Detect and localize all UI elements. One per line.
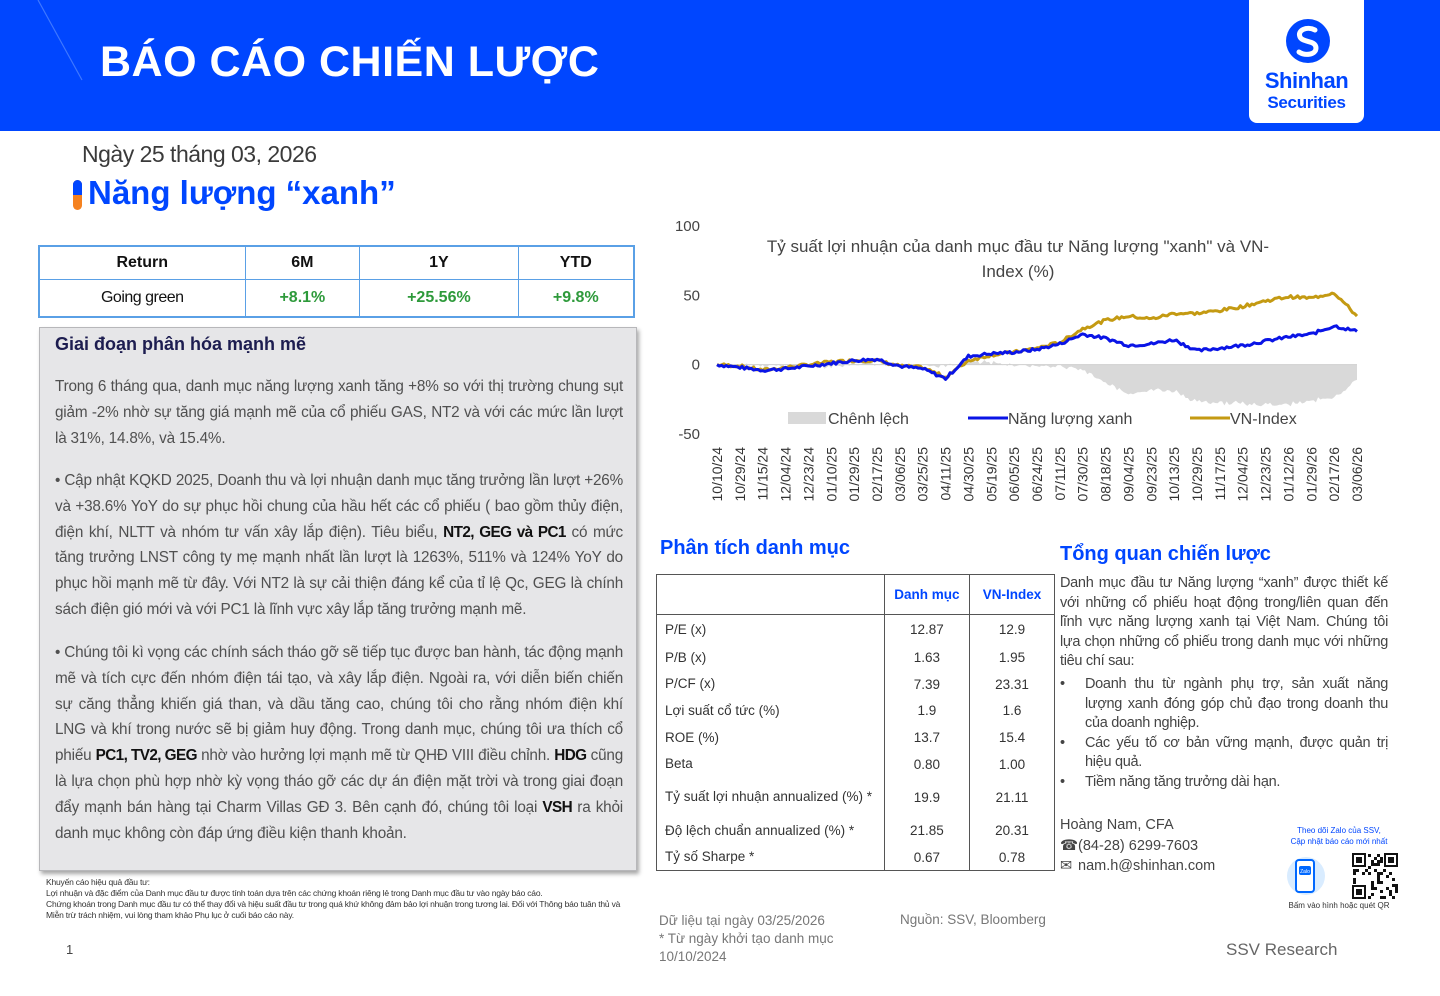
x-tick-label: 12/04/24 [777,447,794,502]
return-row-label: Going green [39,279,245,317]
x-tick-label: 07/30/25 [1074,447,1091,502]
table-row [657,671,1055,698]
strategy-body: Danh mục đầu tư Năng lượng “xanh” được thiết kế với những cổ phiếu hoạt động trong/liên quan đến lĩnh vực năng lượng xanh tại Việt Nam. Chúng tôi lựa chọn những cổ phiếu trong danh mục với những tiêu chí sau: [1060,575,1388,669]
metric-vnindex: 1.95 [969,645,1054,672]
return-header: YTD [518,246,634,279]
legend-label: Năng lượng xanh [1008,411,1133,428]
table-row [657,817,1055,844]
envelope-icon: ✉ [1060,858,1073,874]
x-tick-label: 09/23/25 [1143,447,1160,502]
metric-label: Tỷ số Sharpe * [657,844,885,871]
x-tick-label: 06/24/25 [1029,447,1045,502]
x-tick-label: 10/29/25 [1189,447,1205,502]
x-tick-label: 12/04/25 [1234,447,1251,502]
table-row [657,751,1055,778]
page-number: 1 [66,942,74,957]
metric-vnindex: 15.4 [969,724,1054,751]
x-tick-label: 01/10/25 [823,447,840,502]
metric-vnindex: 20.31 [969,817,1054,844]
chart-title: Index (%) [981,262,1055,281]
metric-portfolio: 12.87 [884,615,969,645]
source-note: Nguồn: SSV, Bloomberg [900,912,1046,927]
commentary-paragraph: Trong 6 tháng qua, danh mục năng lượng xanh tăng +8% so với thị trường chung sụt giảm -2% nhờ sự tăng giá mạnh mẽ của cổ phiếu GAS, NT2 và với các mức lần lượt là 31%, 14.8%, và 15.4%. [55,378,623,447]
legend-label: VN-Index [1230,411,1297,428]
x-tick-label: 01/12/26 [1280,447,1297,502]
report-type-title: BÁO CÁO CHIẾN LƯỢC [100,38,600,86]
data-note [659,912,834,966]
x-tick-label: 02/17/25 [869,447,885,502]
metric-label: Lợi suất cổ tức (%) [657,698,885,725]
table-row [657,645,1055,672]
y-tick-label: 100 [674,218,700,235]
inception-date: 10/10/2024 [659,949,727,964]
column-header-portfolio: Danh mục [884,575,969,615]
zalo-follow-widget[interactable] [1278,825,1400,915]
brand-name: Shinhan [1264,68,1349,93]
report-subtitle: Năng lượng “xanh” [88,174,396,211]
list-item: • Doanh thu từ ngành phụ trợ, sản xuất năng lượng xanh đóng góp chủ đạo trong doanh thu của doanh nghiệp. [1060,675,1388,734]
brand-suffix: Securities [1267,93,1346,112]
metric-portfolio: 0.67 [884,844,969,871]
shinhan-logo[interactable] [1249,0,1364,123]
return-header: 1Y [360,246,518,279]
metric-vnindex: 1.6 [969,698,1054,725]
disclaimer-title: Khuyến cáo hiệu quả đầu tư: [46,877,150,887]
shinhan-emblem-icon [1285,18,1331,64]
metric-vnindex: 1.00 [969,751,1054,778]
y-tick-label: -50 [678,426,700,443]
analyst-phone[interactable]: ☎(84-28) 6299-7603 [1060,836,1215,857]
table-row [657,777,1055,817]
y-tick-label: 50 [683,287,700,305]
metric-portfolio: 13.7 [884,724,969,751]
return-header: Return [39,246,245,279]
zalo-caption: Theo dõi Zalo của SSV, Cập nhật báo cáo mới nhất [1290,826,1388,846]
x-tick-label: 08/18/25 [1097,446,1114,502]
x-tick-label: 03/06/25 [891,447,908,502]
performance-chart [650,212,1370,532]
analyst-email[interactable]: ✉ nam.h@shinhan.com [1060,856,1215,877]
list-item: • Tiềm năng tăng trưởng dài hạn. [1060,773,1388,793]
x-tick-label: 01/29/25 [846,447,863,502]
x-tick-label: 07/11/25 [1051,447,1068,501]
metric-vnindex: 0.78 [969,844,1054,871]
metric-portfolio: 19.9 [884,777,969,817]
portfolio-analysis-title: Phân tích danh mục [660,537,851,559]
metric-portfolio: 7.39 [884,671,969,698]
metric-label: Tỷ suất lợi nhuận annualized (%) * [657,777,885,817]
table-row [657,615,1055,645]
x-tick-label: 03/25/25 [914,447,931,502]
metric-label: P/B (x) [657,645,885,672]
list-item: • Các yếu tố cơ bản vững mạnh, được quản trị hiệu quả. [1060,734,1388,773]
return-ytd: +9.8% [518,279,634,317]
table-row [657,724,1055,751]
x-tick-label: 02/17/26 [1326,447,1343,502]
x-tick-label: 06/05/25 [1006,447,1023,502]
disclaimer-line: Chứng khoán trong Danh mục đầu tư có thể thay đổi và hiệu suất đầu tư trong quá khứ không đảm bảo lợi nhuận trong tương lai. Đối với Thông báo tuân thủ và Miễn trừ trách nhiệm, vui lòng tham khảo Phụ lục ở cuối báo cáo này. [46,899,621,920]
metric-vnindex: 12.9 [969,615,1054,645]
zalo-phone-icon[interactable] [1284,852,1328,898]
report-date: Ngày 25 tháng 03, 2026 [82,141,317,167]
commentary-paragraph: • Cập nhật KQKD 2025, Doanh thu và lợi nhuận danh mục tăng trưởng lần lượt +26% và +38.6% YoY do sự phục hồi chung của hầu hết các cổ phiếu ( bao gồm thủy điện, điện khí, NLTT và nhóm tư vấn xây lắp điện). Tiêu biểu, NT2, GEG và PC1 có mức tăng trưởng LNST công ty mẹ mạnh nhất lần lượt là 1263%, 511% và 124% YoY do phục hồi mạnh mẽ từ đây. Với NT2 là sự cải thiện đáng kể của tỉ lệ Qc, GEG là chính sách điện gió mới và với PC1 là lĩnh vực xây lắp tăng trưởng mạnh mẽ. [55,472,623,618]
zalo-hint: Bấm vào hình hoặc quét QR [1288,901,1390,910]
disclaimer-line: Lợi nhuận và đặc điểm của Danh mục đầu tư được tính toán dựa trên các chứng khoán riêng lẻ trong Danh mục đầu tư vào ngày báo cáo. [46,888,543,898]
table-row [657,844,1055,871]
x-tick-label: 04/30/25 [960,447,977,502]
legend-swatch-diff [788,412,826,424]
table-row [657,698,1055,725]
metric-portfolio: 1.63 [884,645,969,672]
metric-vnindex: 23.31 [969,671,1054,698]
x-tick-label: 03/06/26 [1349,447,1365,502]
x-tick-label: 10/13/25 [1166,447,1183,502]
column-header-vnindex: VN-Index [969,575,1054,615]
metric-label: Độ lệch chuẩn annualized (%) * [657,817,885,844]
chart-title: Tỷ suất lợi nhuận của danh mục đầu tư Năng lượng "xanh" và VN- [766,237,1270,256]
portfolio-analysis-table [656,574,1055,871]
strategy-criteria-list [1060,675,1388,792]
strategy-title: Tổng quan chiến lược [1060,543,1271,565]
data-date-note: Dữ liệu tại ngày 03/25/2026 [659,913,825,928]
x-tick-label: 04/11/25 [937,447,954,501]
x-tick-label: 05/19/25 [983,447,1000,502]
commentary-heading: Giai đoạn phân hóa mạnh mẽ [55,334,307,354]
metric-portfolio: 0.80 [884,751,969,778]
return-table [38,245,635,318]
header-decoration [0,0,90,131]
y-tick-label: 0 [691,356,700,374]
legend-label: Chênh lệch [828,411,909,428]
phone-icon: ☎ [1060,837,1079,854]
analyst-contact [1060,815,1215,877]
x-tick-label: 10/10/24 [709,447,725,502]
report-header [0,0,1440,131]
x-tick-label: 12/23/24 [800,447,817,502]
footer-research: SSV Research [1226,940,1338,959]
metric-vnindex: 21.11 [969,777,1054,817]
inception-note: * Từ ngày khởi tạo danh mục [659,931,834,946]
x-tick-label: 10/29/24 [731,447,748,502]
x-tick-label: 12/23/25 [1257,447,1274,502]
metric-portfolio: 1.9 [884,698,969,725]
x-tick-label: 01/29/26 [1303,447,1320,502]
analyst-name: Hoàng Nam, CFA [1060,817,1174,833]
commentary-paragraph: • Chúng tôi kì vọng các chính sách tháo gỡ sẽ tiếp tục được ban hành, tác động mạnh mẽ và tích cực đến nhóm điện tái tạo, và xây lắp điện. Ngoài ra, với diễn biến chiến sự căng thẳng khiến giá than, và dầu tăng cao, chúng tôi cho rằng nhóm điện khí LNG và khí trong nước sẽ bị giảm huy động. Trong danh mục, chúng tôi ưa thích cổ phiếu PC1, TV2, GEG nhờ vào hưởng lợi mạnh mẽ từ QHĐ VIII điều chỉnh. HDG cũng là lựa chọn phù hợp nhờ kỳ vọng tháo gỡ các dự án điện mặt trời và trong giai đoạn đẩy mạnh bán hàng tại Charm Villas GĐ 3. Bên cạnh đó, chúng tôi loại VSH ra khỏi danh mục không còn đáp ứng điều kiện thanh khoản. [55,644,624,842]
qr-code-icon[interactable] [1352,853,1398,899]
metric-label: P/CF (x) [657,671,885,698]
table-corner [657,575,885,615]
metric-label: Beta [657,751,885,778]
x-tick-label: 11/15/24 [754,447,771,501]
x-tick-label: 11/17/25 [1211,447,1228,501]
commentary-box [39,327,637,871]
return-6m: +8.1% [245,279,360,317]
metric-portfolio: 21.85 [884,817,969,844]
return-header: 6M [245,246,360,279]
x-tick-label: 09/04/25 [1120,447,1137,502]
metric-label: ROE (%) [657,724,885,751]
title-marker [73,180,82,210]
metric-label: P/E (x) [657,615,885,645]
disclaimer [46,877,636,921]
svg-text:Zalo: Zalo [1300,869,1310,875]
return-1y: +25.56% [360,279,518,317]
